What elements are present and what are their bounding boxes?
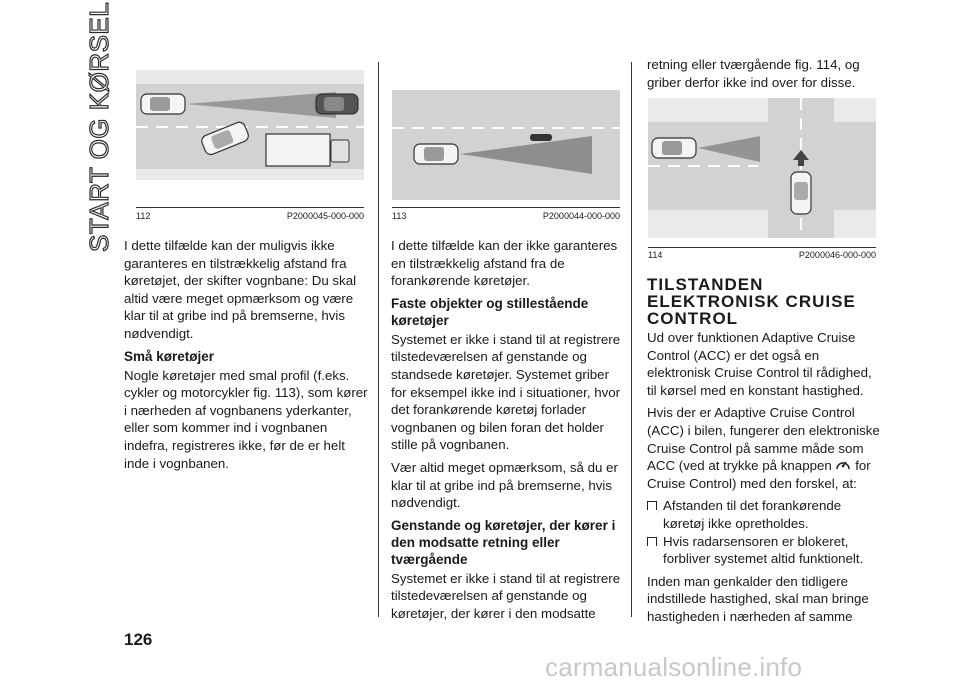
bullet-text: Afstanden til det forankørende køretøj ikke opretholdes. [663, 498, 842, 531]
figure-112 [136, 70, 364, 180]
column-1 [124, 237, 368, 477]
ego-car-icon [652, 138, 696, 158]
figure-113-caption [392, 211, 620, 221]
figure-112-caption [136, 211, 364, 221]
bullet-item [647, 533, 883, 568]
figure-112-code: P2000045-000-000 [286, 211, 364, 221]
page-number: 126 [124, 630, 153, 649]
figure-114-code: P2000046-000-000 [798, 250, 876, 260]
bullet-item [647, 497, 883, 532]
paragraph: I dette tilfælde kan der ikke garanteres en tilstrækkelig afstand fra de forankørende køretøjer. [391, 238, 618, 289]
column-divider-2 [631, 62, 632, 617]
figure-113-number: 113 [392, 211, 407, 221]
figure-113-code: P2000044-000-000 [542, 211, 620, 221]
column-3-top [647, 56, 883, 96]
paragraph: Vær altid meget opmærksom, så du er klar til at gribe ind på bremserne, hvis nødvendigt. [391, 459, 618, 511]
paragraph: Nogle køretøjer med smal profil (f.eks. cykler og motorcykler fig. 113), som kører i nærheden af vognbanens yderkanter, eller som kommer ind i vognbanen indefra, registreres ikke, før de er helt inde i vognbanen. [124, 367, 368, 471]
figure-114-caption [648, 250, 876, 260]
column-divider-1 [378, 62, 379, 617]
ego-car-icon [414, 144, 458, 164]
paragraph: Systemet er ikke i stand til at registrere tilstedeværelsen af genstande og køretøjer, der kører i den modsatte [391, 570, 621, 621]
figure-113 [392, 90, 620, 200]
paragraph: Ud over funktionen Adaptive Cruise Control (ACC) er det også en elektronisk Cruise Control til rådighed, til kørsel med en konstant hastighed. [647, 330, 872, 398]
figure-114-rule [648, 247, 876, 248]
column-3 [647, 270, 883, 631]
motorcycle-icon [530, 134, 552, 141]
heading-cruise-control: TILSTANDEN ELEKTRONISK CRUISE CONTROL [647, 275, 856, 328]
figure-112-illustration [136, 70, 364, 180]
heading-small-vehicles: Små køretøjer [124, 348, 215, 364]
chapter-title [84, 1, 114, 252]
figure-113-illustration [392, 90, 620, 200]
paragraph-part: Hvis der er Adaptive Cruise Control (ACC) i bilen, fungerer den elektroniske Cruise Control på samme måde som ACC (ved at trykke på knappen [647, 405, 880, 474]
heading-opposite-vehicles: Genstande og køretøjer, der kører i den modsatte retning eller tværgående [391, 517, 616, 567]
paragraph: I dette tilfælde kan der muligvis ikke garanteres en tilstrækkelig afstand fra køretøjet, der skifter vognbane: Du skal altid være meget opmærksom og være klar til at gribe ind på bremserne, hvis nødvendigt. [124, 238, 357, 341]
column-2 [391, 237, 627, 628]
paragraph-part: for Cruise Control) med den forskel, at: [647, 458, 871, 491]
figure-114-illustration [648, 98, 876, 238]
bullet-marker-icon [647, 537, 657, 546]
heading-fixed-objects: Faste objekter og stillestående køretøjer [391, 295, 589, 328]
paragraph: Systemet er ikke i stand til at registrere tilstedeværelsen af genstande og standsede køretøjer. Systemet griber for eksempel ikke ind i situationer, hvor det forankørende køretøj forlader vognbanen og bilen foran det holder stille på vognbanen. [391, 331, 621, 453]
figure-112-number: 112 [136, 211, 151, 221]
figure-114 [648, 98, 876, 238]
crossing-car-icon [791, 172, 811, 214]
ego-car-icon [141, 94, 185, 114]
bullet-text: Hvis radarsensoren er blokeret, forbliver systemet altid funktionelt. [663, 533, 864, 567]
figure-113-rule [392, 207, 620, 208]
cruise-control-icon [835, 458, 851, 472]
chapter-title-text: START OG KØRSEL [84, 1, 114, 252]
paragraph: retning eller tværgående fig. 114, og griber derfor ikke ind over for disse. [647, 57, 860, 90]
paragraph [647, 404, 883, 492]
watermark: carmanualsonline.info [545, 652, 803, 682]
front-car-icon [316, 94, 358, 114]
paragraph: Inden man genkalder den tidligere indstillede hastighed, skal man bringe hastigheden i nærheden af samme [647, 573, 869, 624]
bullet-marker-icon [647, 501, 657, 510]
figure-112-rule [136, 207, 364, 208]
figure-114-number: 114 [648, 250, 663, 260]
